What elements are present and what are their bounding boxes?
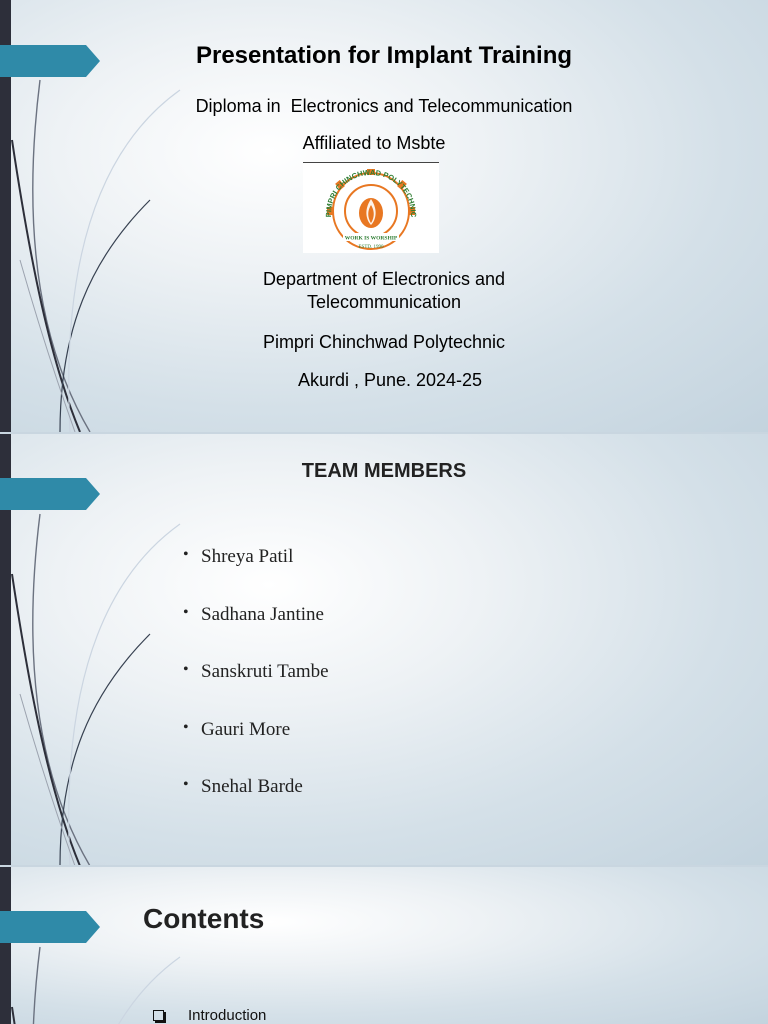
list-item xyxy=(183,661,329,719)
accent-arrow-tab xyxy=(0,911,100,943)
college-name: Pimpri Chinchwad Polytechnic xyxy=(262,332,506,352)
bullet: • xyxy=(183,546,189,563)
page-title: Presentation for Implant Training xyxy=(195,42,573,69)
slide-team-members xyxy=(0,434,768,865)
department-text xyxy=(0,268,768,314)
bullet: • xyxy=(183,603,189,621)
department-line-1: Department of Electronics and xyxy=(262,269,506,289)
affiliation-line: Affiliated to Msbte xyxy=(302,133,446,153)
slide-contents xyxy=(0,867,768,1024)
department-line-2: Telecommunication xyxy=(306,292,462,312)
list-item xyxy=(183,604,329,662)
member-name: Sadhana Jantine xyxy=(201,603,324,625)
list-item xyxy=(153,1007,266,1024)
decorative-curves xyxy=(0,867,200,1024)
diploma-line: Diploma in Electronics and Telecommunication xyxy=(195,96,573,116)
list-item xyxy=(183,546,329,604)
contents-item-label: Introduction xyxy=(188,1007,267,1024)
member-name: Sanskruti Tambe xyxy=(201,661,329,682)
team-members-heading: TEAM MEMBERS xyxy=(301,460,467,482)
bullet: • xyxy=(183,776,189,793)
team-members-list xyxy=(183,546,329,834)
member-name: Gauri More xyxy=(201,718,291,740)
logo-established: ESTD. 1990 xyxy=(358,245,384,250)
list-item xyxy=(183,719,329,777)
list-item xyxy=(183,776,329,834)
college-logo xyxy=(303,162,439,253)
member-name: Snehal Barde xyxy=(201,776,303,797)
member-name: Shreya Patil xyxy=(201,546,294,567)
bullet: • xyxy=(183,718,189,736)
place-year: Akurdi , Pune. 2024-25 xyxy=(297,370,483,390)
logo-arc-text: PIMPRI CHINCHWAD POLYTECHNIC xyxy=(323,167,419,218)
logo-motto: WORK IS WORSHIP xyxy=(344,235,398,242)
checkbox-bullet-icon xyxy=(153,1010,164,1021)
slide-title xyxy=(0,0,768,432)
bullet: • xyxy=(183,661,189,678)
contents-heading: Contents xyxy=(143,903,265,934)
